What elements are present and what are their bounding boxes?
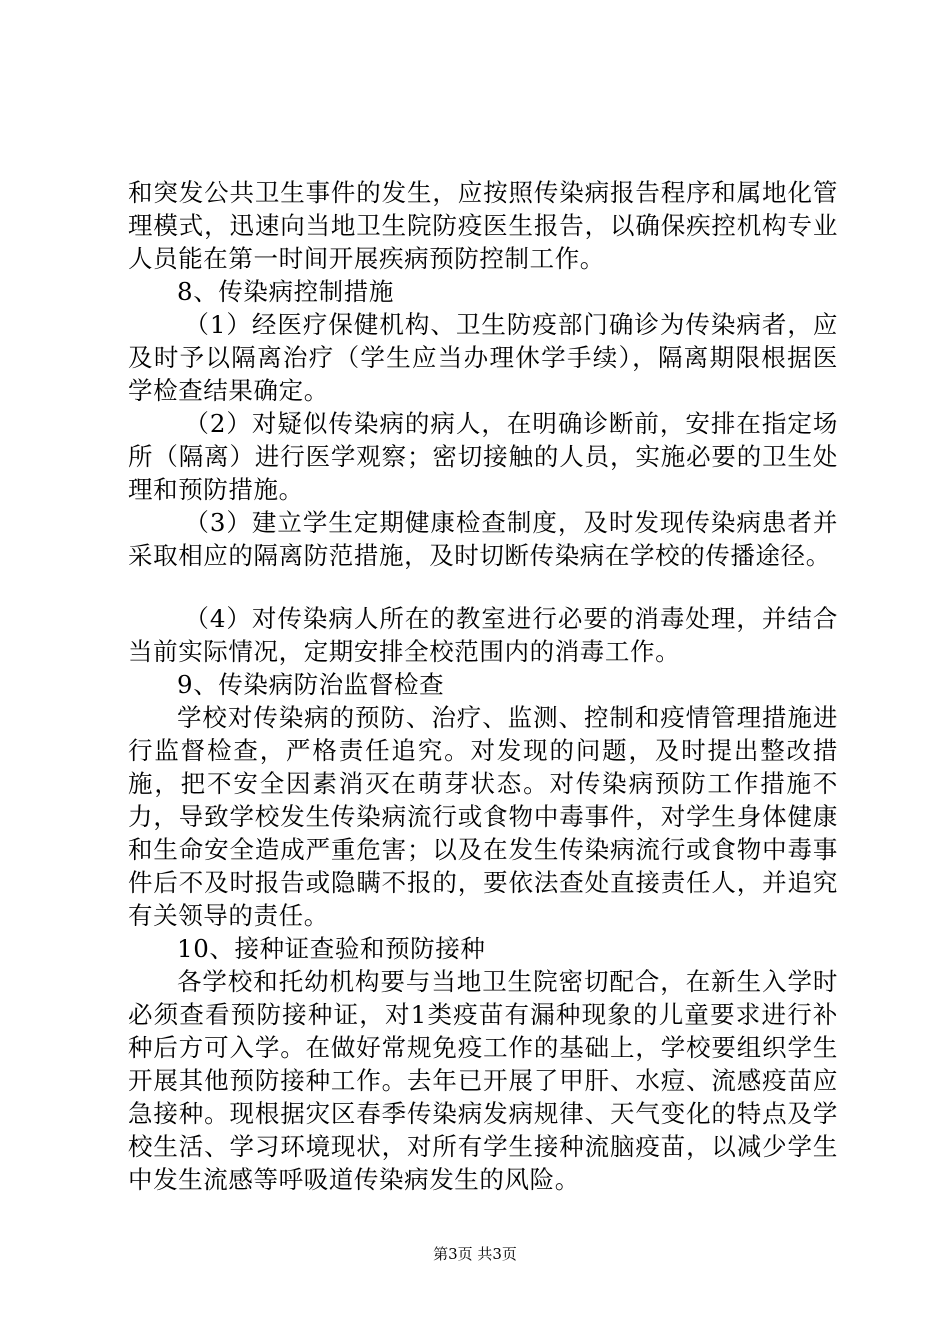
paragraph-item-4: （4）对传染病人所在的教室进行必要的消毒处理，并结合当前实际情况，定期安排全校范围内的消毒工作。 [128, 604, 838, 666]
paragraph-supervision: 学校对传染病的预防、治疗、监测、控制和疫情管理措施进行监督检查，严格责任追究。对发现的问题，及时提出整改措施，把不安全因素消灭在萌芽状态。对传染病预防工作措施不力，导致学校发生传染病流行或食物中毒事件，对学生身体健康和生命安全造成严重危害；以及在发生传染病流行或食物中毒事件后不及时报告或隐瞒不报的，要依法查处直接责任人，并追究有关领导的责任。 [128, 703, 838, 930]
paragraph-item-3: （3）建立学生定期健康检查制度，及时发现传染病患者并采取相应的隔离防范措施，及时切断传染病在学校的传播途径。 [128, 508, 838, 570]
paragraph-continuation: 和突发公共卫生事件的发生，应按照传染病报告程序和属地化管理模式，迅速向当地卫生院防疫医生报告，以确保疾控机构专业人员能在第一时间开展疾病预防控制工作。 [128, 178, 838, 273]
section-heading-8: 8、传染病控制措施 [177, 277, 394, 306]
paragraph-item-2: （2）对疑似传染病的病人，在明确诊断前，安排在指定场所（隔离）进行医学观察；密切接触的人员，实施必要的卫生处理和预防措施。 [128, 409, 838, 504]
section-heading-10: 10、接种证查验和预防接种 [177, 934, 486, 963]
page-number-footer: 第3页 共3页 [433, 1245, 517, 1263]
section-heading-9: 9、传染病防治监督检查 [177, 670, 445, 699]
paragraph-vaccination: 各学校和托幼机构要与当地卫生院密切配合，在新生入学时必须查看预防接种证，对1类疫苗有漏种现象的儿童要求进行补种后方可入学。在做好常规免疫工作的基础上，学校要组织学生开展其他预防接种工作。去年已开展了甲肝、水痘、流感疫苗应急接种。现根据灾区春季传染病发病规律、天气变化的特点及学校生活、学习环境现状，对所有学生接种流脑疫苗，以减少学生中发生流感等呼吸道传染病发生的风险。 [128, 967, 838, 1194]
paragraph-item-1: （1）经医疗保健机构、卫生防疫部门确诊为传染病者，应及时予以隔离治疗（学生应当办理休学手续），隔离期限根据医学检查结果确定。 [128, 310, 838, 405]
document-body [128, 176, 838, 1196]
